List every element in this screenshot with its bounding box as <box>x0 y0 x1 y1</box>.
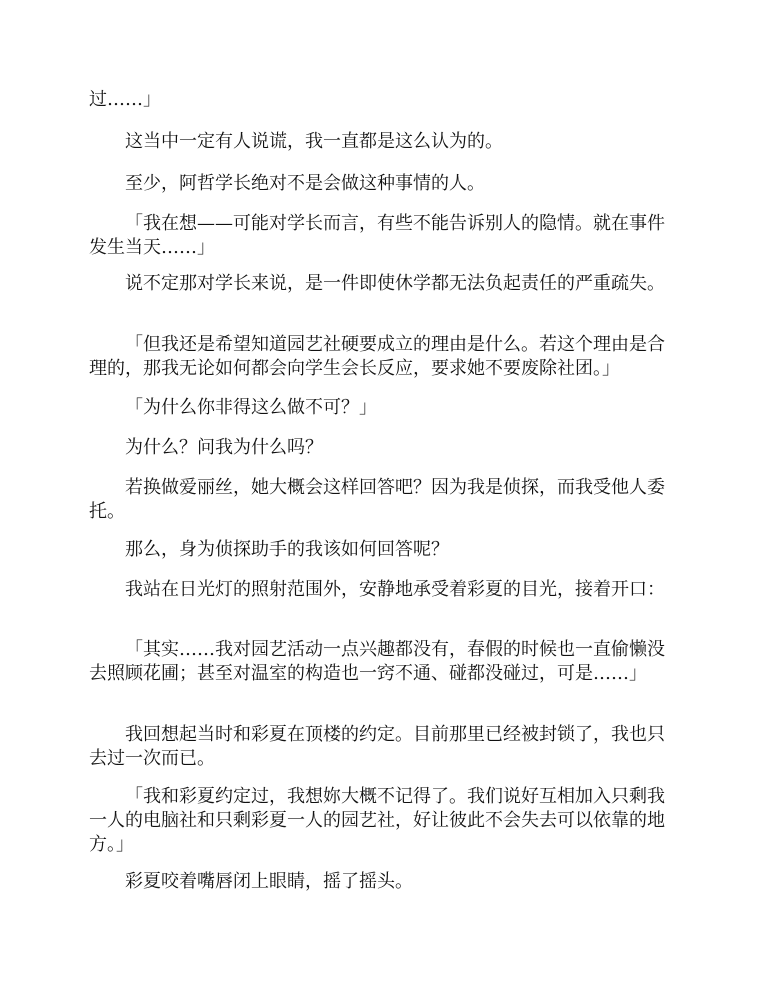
paragraph-11: 我站在日光灯的照射范围外，安静地承受着彩夏的目光，接着开口： <box>125 579 665 600</box>
paragraph-8: 为什么？问我为什么吗？ <box>125 437 323 458</box>
paragraph-7: 「为什么你非得这么做不可？」 <box>125 397 377 418</box>
paragraph-13: 我回想起当时和彩夏在顶楼的约定。目前那里已经被封锁了，我也只去过一次而已。 <box>89 724 665 769</box>
paragraph-9: 若换做爱丽丝，她大概会这样回答吧？因为我是侦探，而我受他人委托。 <box>89 477 665 522</box>
paragraph-15: 彩夏咬着嘴唇闭上眼睛，摇了摇头。 <box>125 871 413 892</box>
paragraph-2: 这当中一定有人说谎，我一直都是这么认为的。 <box>125 131 503 152</box>
paragraph-5: 说不定那对学长来说，是一件即使休学都无法负起责任的严重疏失。 <box>125 273 665 294</box>
paragraph-12: 「其实……我对园艺活动一点兴趣都没有，春假的时候也一直偷懒没去照顾花圃；甚至对温室的构造也一窍不通、碰都没碰过，可是……」 <box>89 639 665 684</box>
paragraph-14: 「我和彩夏约定过，我想妳大概不记得了。我们说好互相加入只剩我一人的电脑社和只剩彩夏一人的园艺社，好让彼此不会失去可以依靠的地方。」 <box>89 786 665 855</box>
paragraph-10: 那么，身为侦探助手的我该如何回答呢？ <box>125 539 449 560</box>
paragraph-4: 「我在想——可能对学长而言，有些不能告诉别人的隐情。就在事件发生当天……」 <box>89 213 665 258</box>
paragraph-1: 过……」 <box>89 89 161 110</box>
paragraph-3: 至少，阿哲学长绝对不是会做这种事情的人。 <box>125 173 485 194</box>
paragraph-6: 「但我还是希望知道园艺社硬要成立的理由是什么。若这个理由是合理的，那我无论如何都会向学生会长反应，要求她不要废除社团。」 <box>89 334 665 379</box>
